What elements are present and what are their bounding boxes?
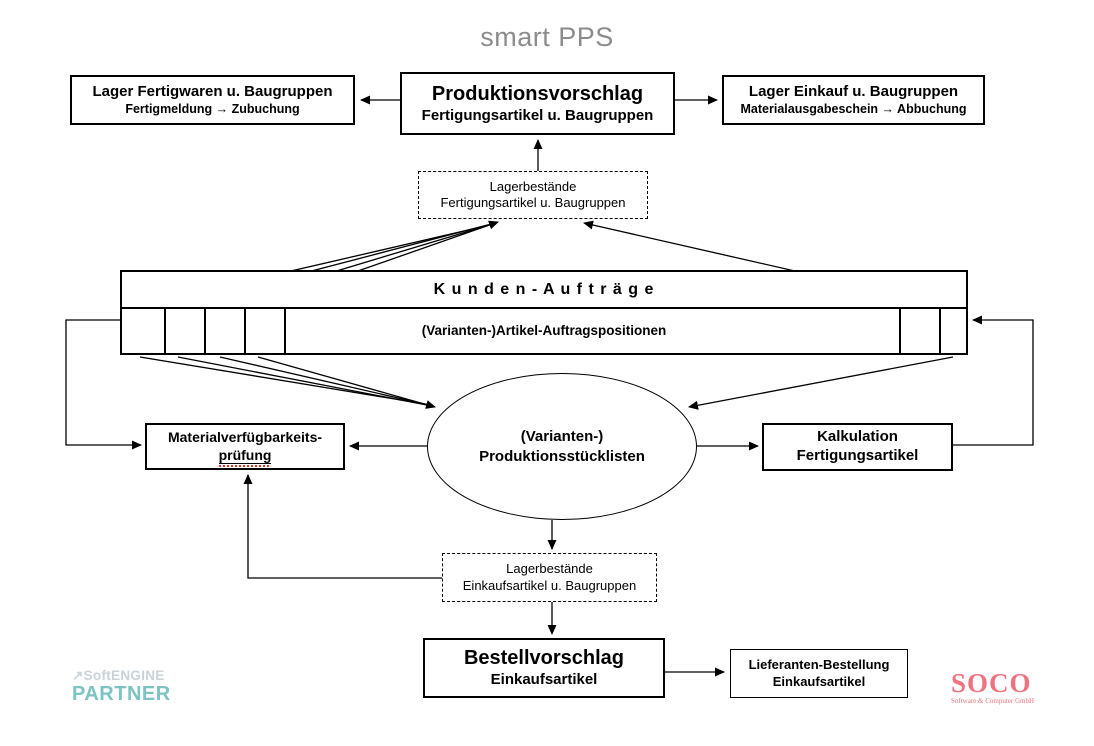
materialverfuegbarkeit-line2: prüfung bbox=[218, 446, 272, 463]
soco-logo bbox=[951, 670, 1034, 705]
lieferanten-bestellung-line1: Lieferanten-Bestellung bbox=[748, 657, 890, 673]
kalkulation-line1: Kalkulation bbox=[817, 428, 898, 446]
northeast-arrow-icon: ↗ bbox=[72, 668, 84, 683]
materialverfuegbarkeit-line1: Materialverfügbarkeits- bbox=[167, 429, 323, 445]
kalkulation-box bbox=[762, 423, 953, 471]
lager-fertigwaren-box bbox=[70, 75, 355, 125]
produktionsstuecklisten-line1: (Varianten-) bbox=[520, 428, 604, 445]
lager-einkauf-title: Lager Einkauf u. Baugruppen bbox=[748, 82, 959, 100]
lager-einkauf-subtitle: Materialausgabeschein → Abbuchung bbox=[740, 101, 967, 116]
auftragspositionen-label: (Varianten-)Artikel-Auftragspositionen bbox=[421, 322, 667, 338]
soco-logo-text: SOCO bbox=[951, 668, 1032, 698]
produktionsvorschlag-subtitle: Fertigungsartikel u. Baugruppen bbox=[421, 106, 654, 124]
lagerbestaende-fertigung-line2: Fertigungsartikel u. Baugruppen bbox=[440, 195, 626, 210]
lager-einkauf-box bbox=[722, 75, 985, 125]
softengine-logo-text: SoftENGINE bbox=[83, 668, 165, 683]
produktionsstuecklisten-ellipse bbox=[427, 373, 697, 520]
bestellvorschlag-subtitle: Einkaufsartikel bbox=[490, 671, 598, 689]
lagerbestaende-einkauf-box bbox=[442, 553, 657, 602]
kunden-auftraege-box bbox=[120, 270, 968, 355]
auftragspositionen-strip bbox=[122, 307, 966, 353]
arrow-lagerbestaende-einkauf-to-materialverfuegbarkeit bbox=[248, 475, 442, 578]
partner-logo-text: PARTNER bbox=[72, 682, 171, 705]
bestellvorschlag-title: Bestellvorschlag bbox=[463, 647, 625, 670]
soco-logo-subtitle: Software & Computer GmbH bbox=[951, 697, 1035, 705]
lager-fertigwaren-subtitle: Fertigmeldung → Zubuchung bbox=[125, 101, 300, 116]
lagerbestaende-fertigung-box bbox=[418, 171, 648, 219]
fan-down-line-3 bbox=[220, 357, 433, 406]
bestellvorschlag-box bbox=[423, 638, 665, 698]
lagerbestaende-einkauf-line1: Lagerbestände bbox=[506, 561, 593, 577]
produktionsvorschlag-title: Produktionsvorschlag bbox=[431, 82, 644, 105]
fan-down-line-2 bbox=[178, 357, 432, 406]
lieferanten-bestellung-box bbox=[730, 649, 908, 698]
kunden-auftraege-header: K u n d e n - A u f t r ä g e bbox=[433, 280, 655, 298]
produktionsvorschlag-box bbox=[400, 72, 675, 135]
lieferanten-bestellung-line2: Einkaufsartikel bbox=[772, 673, 866, 689]
fan-down-arrow bbox=[258, 357, 435, 407]
lagerbestaende-fertigung-line1: Lagerbestände bbox=[489, 178, 577, 194]
lagerbestaende-einkauf-line2: Einkaufsartikel u. Baugruppen bbox=[462, 577, 637, 593]
produktionsstuecklisten-line2: Produktionsstücklisten bbox=[479, 447, 645, 465]
arrow-kunden-right-to-ellipse bbox=[689, 357, 953, 407]
page-title: smart PPS bbox=[480, 22, 614, 52]
softengine-partner-logo bbox=[72, 669, 171, 704]
kalkulation-line2: Fertigungsartikel bbox=[796, 447, 919, 464]
lager-fertigwaren-title: Lager Fertigwaren u. Baugruppen bbox=[92, 82, 333, 100]
materialverfuegbarkeit-box bbox=[145, 423, 345, 470]
